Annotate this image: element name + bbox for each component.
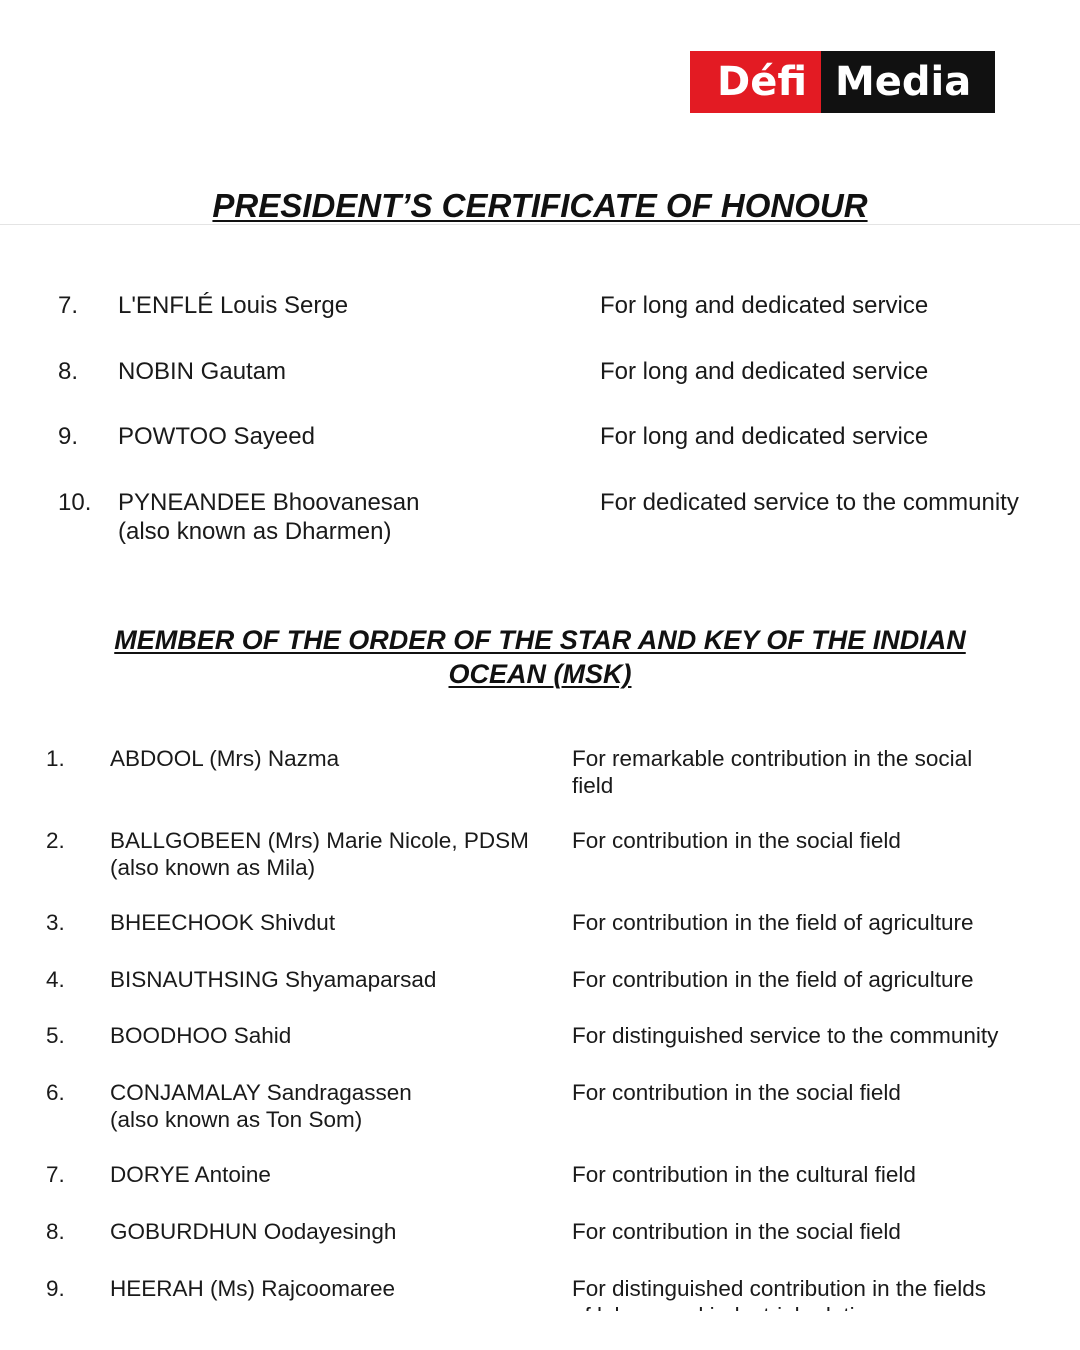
- item-number: 3.: [46, 910, 65, 935]
- item-number: 4.: [46, 967, 65, 992]
- item-number: 10.: [58, 489, 92, 516]
- citation: For distinguished service to the community: [572, 1023, 999, 1048]
- item-number: 7.: [58, 292, 79, 319]
- recipient-name: BHEECHOOK Shivdut: [110, 910, 336, 935]
- heading-line-1: MEMBER OF THE ORDER OF THE STAR AND KEY OF THE INDIAN: [114, 625, 966, 655]
- logo-defi-text: Défi: [690, 51, 821, 113]
- section-heading-certificate-of-honour: PRESIDENT’S CERTIFICATE OF HONOUR: [212, 187, 868, 224]
- citation: For contribution in the field of agriculture: [572, 910, 974, 935]
- heading-line-2: OCEAN (MSK): [448, 659, 632, 689]
- item-number: 2.: [46, 828, 65, 853]
- citation: For dedicated service to the community: [600, 489, 1019, 516]
- citation: For long and dedicated service: [600, 358, 929, 385]
- item-number: 6.: [46, 1080, 65, 1105]
- defi-media-logo: [690, 51, 995, 113]
- item-number: 9.: [58, 423, 79, 450]
- citation: For contribution in the social field: [572, 828, 901, 853]
- recipient-name: ABDOOL (Mrs) Nazma: [110, 746, 340, 771]
- section-heading-msk: [0, 623, 1080, 691]
- recipient-name: BOODHOO Sahid: [110, 1023, 292, 1048]
- citation: For distinguished contribution in the fields: [572, 1276, 986, 1301]
- citation: For contribution in the social field: [572, 1080, 901, 1105]
- divider: [0, 224, 1080, 225]
- recipient-name: BISNAUTHSING Shyamaparsad: [110, 967, 437, 992]
- recipient-name: HEERAH (Ms) Rajcoomaree: [110, 1276, 396, 1301]
- recipient-name: GOBURDHUN Oodayesingh: [110, 1219, 397, 1244]
- citation: For contribution in the social field: [572, 1219, 901, 1244]
- recipient-name: NOBIN Gautam: [118, 358, 287, 385]
- item-number: 7.: [46, 1162, 65, 1187]
- recipient-name: L'ENFLÉ Louis Serge: [118, 292, 349, 319]
- citation: For long and dedicated service: [600, 423, 929, 450]
- citation: For remarkable contribution in the social field: [572, 746, 973, 798]
- item-number: 5.: [46, 1023, 65, 1048]
- citation: For long and dedicated service: [600, 292, 929, 319]
- item-number: 1.: [46, 746, 65, 771]
- recipient-name: DORYE Antoine: [110, 1162, 271, 1187]
- recipient-name: CONJAMALAY Sandragassen (also known as Ton Som): [110, 1080, 412, 1132]
- citation: For contribution in the cultural field: [572, 1162, 916, 1187]
- page-crop-edge: [0, 1311, 1080, 1350]
- citation: For contribution in the field of agriculture: [572, 967, 974, 992]
- recipient-name: PYNEANDEE Bhoovanesan (also known as Dharmen): [118, 489, 420, 545]
- item-number: 9.: [46, 1276, 65, 1301]
- recipient-name: POWTOO Sayeed: [118, 423, 315, 450]
- recipient-name: BALLGOBEEN (Mrs) Marie Nicole, PDSM (also known as Mila): [110, 828, 529, 880]
- logo-media-text: Media: [821, 51, 995, 113]
- item-number: 8.: [58, 358, 79, 385]
- item-number: 8.: [46, 1219, 65, 1244]
